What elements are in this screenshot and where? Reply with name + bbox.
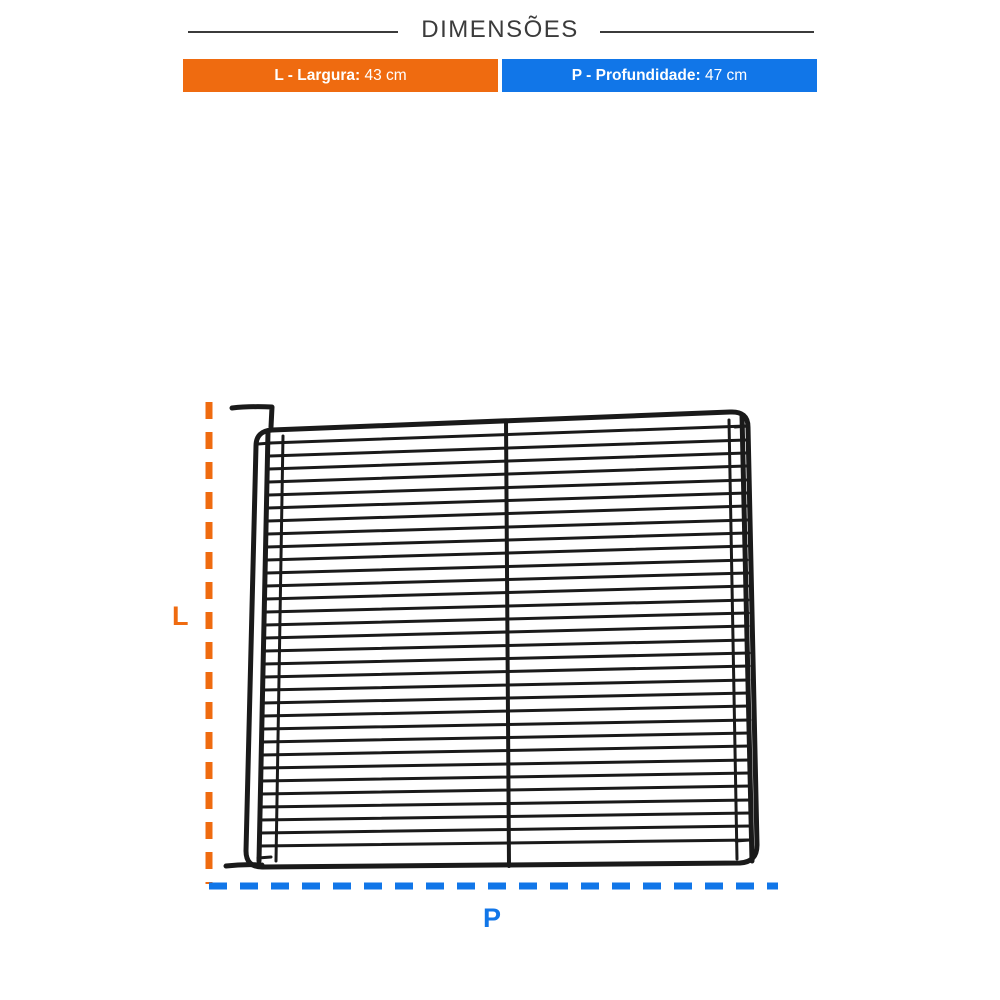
dimension-chip-profundidade-value: 47 cm: [704, 67, 748, 84]
dimension-chip-largura-value: 43 cm: [364, 67, 407, 84]
depth-axis-label: P: [483, 903, 502, 933]
dimension-chip-profundidade-code: P - Profundidade:: [571, 67, 701, 84]
grill-rack: [226, 407, 757, 867]
dimension-chip-largura-code: L - Largura:: [274, 67, 361, 84]
page-title: DIMENSÕES: [421, 16, 579, 43]
width-axis-label: L: [172, 601, 189, 631]
